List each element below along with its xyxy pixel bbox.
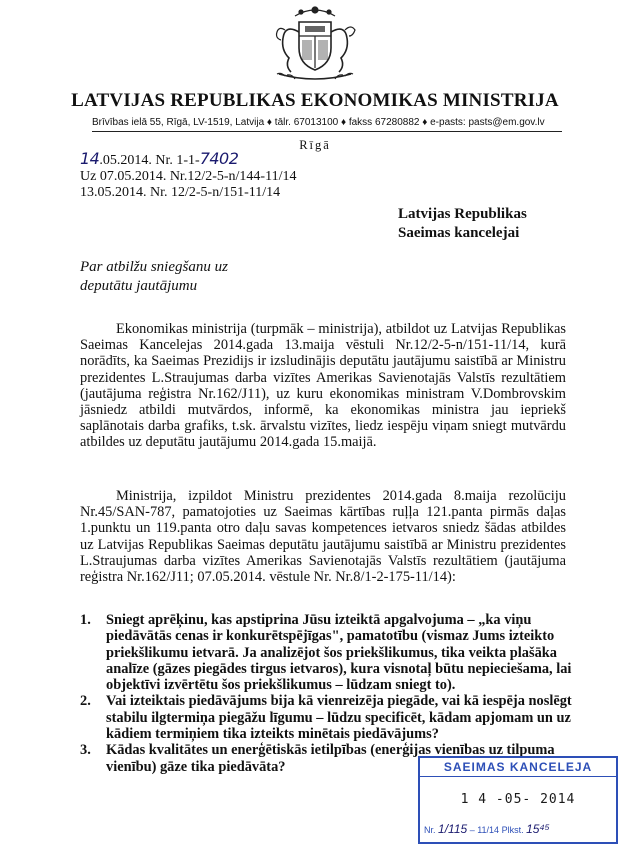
handwritten-day: 14: [80, 149, 100, 168]
subject-block: [80, 258, 228, 296]
question-number: 2.: [80, 693, 91, 710]
reference-line-1: [80, 151, 296, 169]
body-paragraph-2: Ministrija, izpildot Ministru prezidentes 2014.gada 8.maija rezolūciju Nr.45/SAN-787, pamatojoties uz Saeimas kārtības ruļļa 121.panta pirmās daļas 1.punktu un 119.panta otro daļu savas kompetences ietvaros sniedz šādas atbildes uz Latvijas Republikas Saeimas deputātu jautājumu saistībā ar Ministru prezidentes L.Straujumas darba vizītes Amerikas Savienotajās Valstīs rezultātiem (jautājuma reģistra Nr.162/J11; 07.05.2014. vēstule Nr. Nr.8/1-2-175-11/14):: [80, 488, 566, 586]
handwritten-number: 7402: [199, 149, 239, 168]
stamp-date: 1 4 -05- 2014: [460, 792, 576, 807]
reference-number-prefix: .05.2014. Nr. 1-1-: [99, 153, 200, 168]
header-divider: [92, 131, 562, 132]
stamp-number-line: [424, 822, 612, 836]
stamp-nr-label: Nr.: [424, 825, 436, 835]
stamp-time-label: Plkst.: [501, 825, 524, 835]
reference-line-3: 13.05.2014. Nr. 12/2-5-n/151-11/14: [80, 185, 281, 200]
body-paragraph-1: Ekonomikas ministrija (turpmāk – ministrija), atbildot uz Latvijas Republikas Saeimas Kancelejas 2014.gada 13.maija vēstuli Nr.12/2-5-n/151-11/14, kurā norādīts, ka Saeimas Prezidijs ir izsludinājis deputātu jautājumu saistībā ar Ministru prezidentes L.Straujumas darba vizītes Amerikas Savienotajās Valstīs rezultātiem (jautājuma reģistra Nr.162/J11), uz kuru ekonomikas ministram V.Dombrovskim jāsniedz atbildi mutvārdos, informē, ka ekonomikas ministra jau iepriekš saplānotais darba grafiks, t.sk. ārvalstu vizītes, liedz iespēju viņam sniegt mutvārdu atbildes uz deputātu jautājumu 2014.gada 15.maijā.: [80, 321, 566, 451]
subject-line-1: Par atbilžu sniegšanu uz: [80, 259, 228, 275]
organization-title: LATVIJAS REPUBLIKAS EKONOMIKAS MINISTRIJA: [71, 90, 559, 111]
question-item: [80, 693, 580, 742]
received-stamp: [418, 756, 618, 844]
reference-line-2: Uz 07.05.2014. Nr.12/2-5-n/144-11/14: [80, 169, 297, 184]
stamp-title: SAEIMAS KANCELEJA: [420, 758, 616, 777]
question-item: [80, 612, 580, 693]
city-name: Rīgā: [299, 138, 331, 152]
reference-block: [80, 151, 296, 201]
stamp-nr-suffix: – 11/14: [469, 825, 500, 835]
coat-of-arms-icon: [255, 2, 375, 84]
stamp-time-handwritten: 15⁴⁵: [526, 822, 550, 836]
question-list: [80, 612, 580, 775]
stamp-nr-handwritten: 1/115: [438, 822, 468, 836]
question-text: Vai izteiktais piedāvājums bija kā vienreizēja piegāde, vai kā iespēja noslēgt stabilu ilgtermiņa piegāžu līgumu – lūdzu specificēt, kādam apjomam un uz kādiem termiņiem tika izteikts minētais piedāvājums?: [106, 693, 572, 743]
subject-line-2: deputātu jautājumu: [80, 278, 198, 294]
question-text: Sniegt aprēķinu, kas apstiprina Jūsu izteiktā apgalvojuma – „ka viņu piedāvātās cenas ir konkurētspējīgas", pamatotību (vismaz Jums izteikto priekšlikumu ietvarā. Ja analizējot šos priekšlikumus, tika veikta plašāka analīze (gāzes piegādes tirgus ietvaros), kura visnotaļ būtu nepieciešama, lai objektīvi izvērtētu šos priekšlikumus – lūdzam sniegt to).: [106, 612, 572, 694]
recipient-line-1: Latvijas Republikas: [398, 206, 527, 222]
recipient-block: [398, 205, 527, 243]
question-number: 1.: [80, 612, 91, 628]
organization-address: Brīvības ielā 55, Rīgā, LV-1519, Latvija ♦ tālr. 67013100 ♦ fakss 67280882 ♦ e-pasts: pasts@em.gov.lv: [92, 117, 545, 128]
question-number: 3.: [80, 742, 91, 759]
recipient-line-2: Saeimas kancelejai: [398, 225, 520, 241]
question-text: Kādas kvalitātes un enerģētiskās ietilpības (enerģijas vienības uz tilpuma vienību) gāze tika piedāvāta?: [106, 742, 555, 775]
